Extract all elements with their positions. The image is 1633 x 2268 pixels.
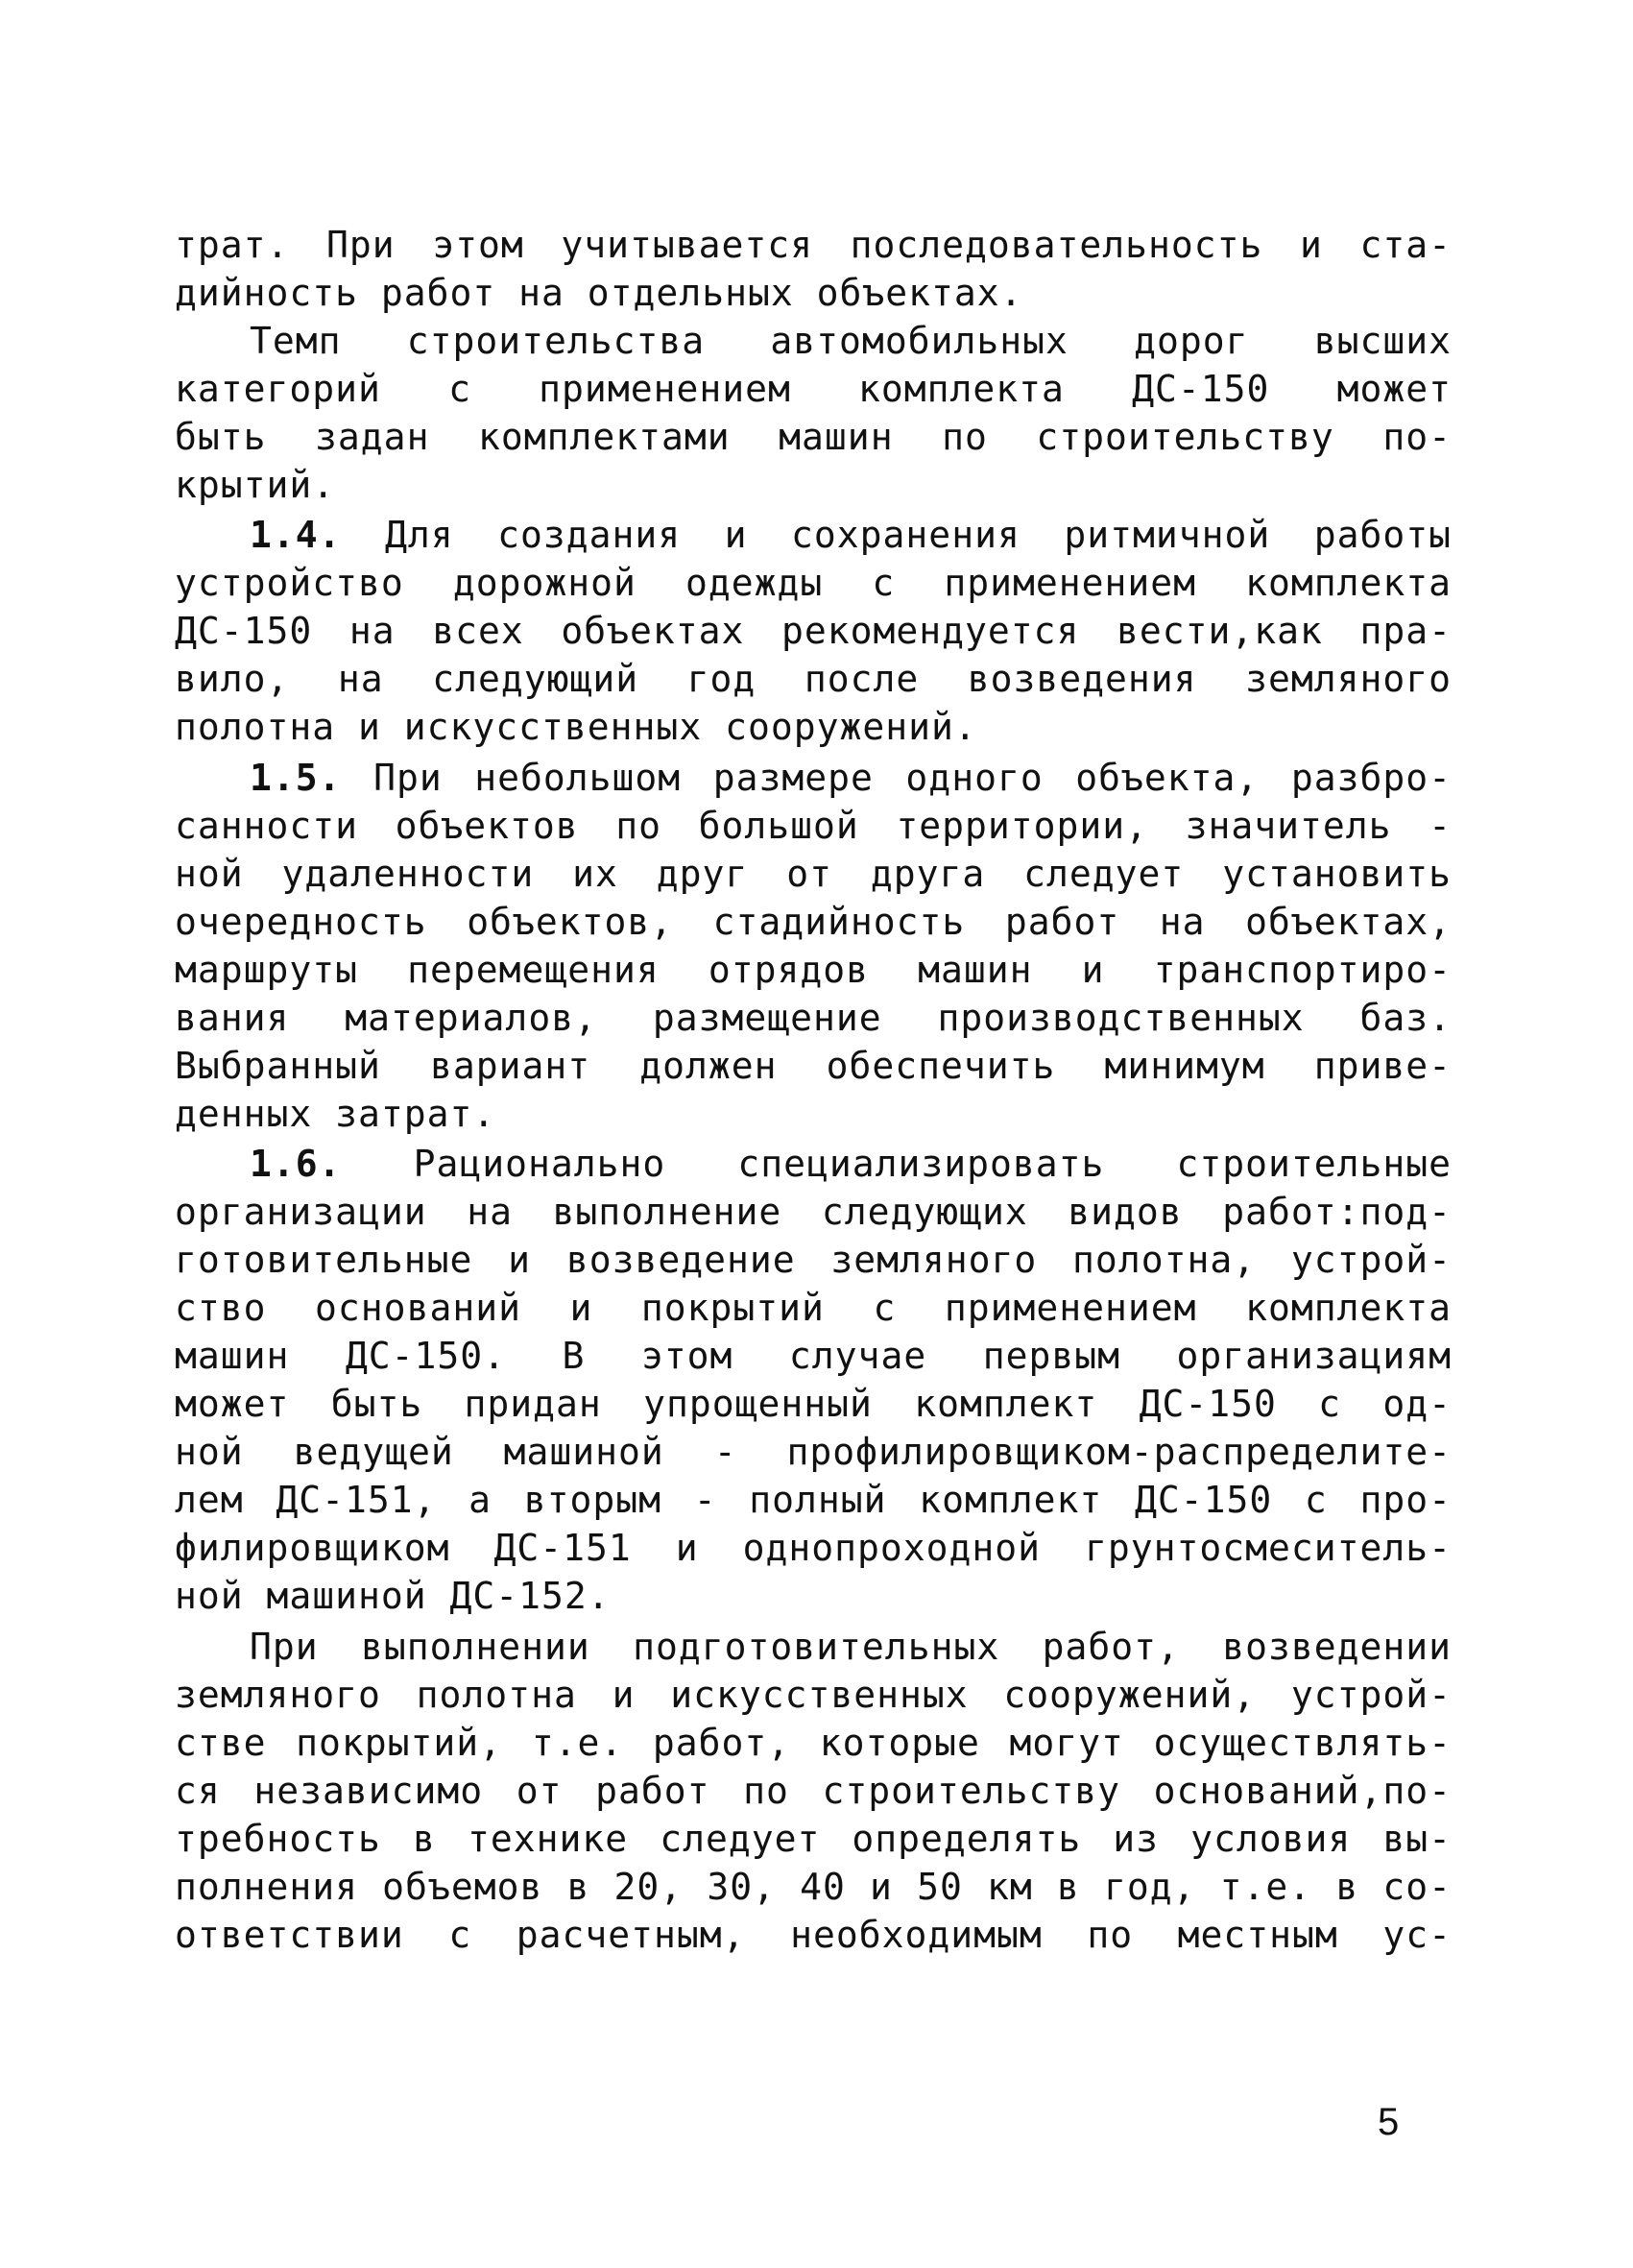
text-line: ся независимо от работ по строительству оснований,по- [175,1770,1452,1812]
text-line [250,1140,1452,1188]
text-line: вило, на следующий год после возведения земляного [175,658,1452,700]
text-line: стве покрытий, т.е. работ, которые могут осуществлять- [175,1722,1452,1764]
text-line: устройство дорожной одежды с применением комплекта [175,562,1452,604]
text-line: ной машиной ДС-152. [175,1575,611,1617]
text-line: вания материалов, размещение производственных баз. [175,997,1452,1039]
text-line [250,754,1452,802]
text-line: категорий с применением комплекта ДС-150 может [175,368,1452,410]
text-line: трат. При этом учитывается последовательность и ста- [175,224,1452,266]
text-line: требность в технике следует определять из условия вы- [175,1818,1452,1860]
text-line: организации на выполнение следующих видов работ:под- [175,1191,1452,1233]
text-line: быть задан комплектами машин по строительству по- [175,416,1452,458]
text-line: Темп строительства автомобильных дорог высших [250,320,1452,362]
text-line: может быть придан упрощенный комплект ДС-150 с од- [175,1383,1452,1425]
text-line: машин ДС-150. В этом случае первым организациям [175,1335,1452,1377]
text-line: земляного полотна и искусственных сооружений, устрой- [175,1674,1452,1716]
paragraph-number: 1.6. [250,1143,342,1185]
text-line: готовительные и возведение земляного полотна, устрой- [175,1239,1452,1281]
text-line: ответствии с расчетным, необходимым по местным ус- [175,1914,1452,1956]
text-line-content: Для создания и сохранения ритмичной работы [385,514,1452,556]
text-line: очередность объектов, стадийность работ на объектах, [175,901,1452,943]
text-line: ство оснований и покрытий с применением комплекта [175,1287,1452,1329]
paragraph-number: 1.5. [250,757,342,799]
text-line: Выбранный вариант должен обеспечить минимум приве- [175,1045,1452,1087]
text-line: лем ДС-151, а вторым - полный комплект ДС-150 с про- [175,1479,1452,1521]
text-line: маршруты перемещения отрядов машин и транспортиро- [175,949,1452,991]
text-line: дийность работ на отдельных объектах. [175,272,1023,314]
text-line: ДС-150 на всех объектах рекомендуется вести,как пра- [175,610,1452,652]
text-line: санности объектов по большой территории, значитель - [175,805,1452,847]
text-line [250,511,1452,559]
text-line: крытий. [175,464,336,506]
page-number: 5 [1378,2101,1400,2143]
text-line: ной ведущей машиной - профилировщиком-распределите- [175,1431,1452,1473]
text-line: ной удаленности их друг от друга следует установить [175,853,1452,895]
text-line: денных затрат. [175,1093,496,1135]
text-line: полнения объемов в 20, 30, 40 и 50 км в год, т.е. в со- [175,1866,1452,1908]
text-line-content: При небольшом размере одного объекта, разбро- [373,757,1452,799]
text-line: При выполнении подготовительных работ, возведении [250,1626,1452,1668]
paragraph-number: 1.4. [250,514,342,556]
text-line: филировщиком ДС-151 и однопроходной грунтосмеситель- [175,1527,1452,1569]
text-line: полотна и искусственных сооружений. [175,706,977,748]
text-line-content: Рационально специализировать строительные [413,1143,1452,1185]
